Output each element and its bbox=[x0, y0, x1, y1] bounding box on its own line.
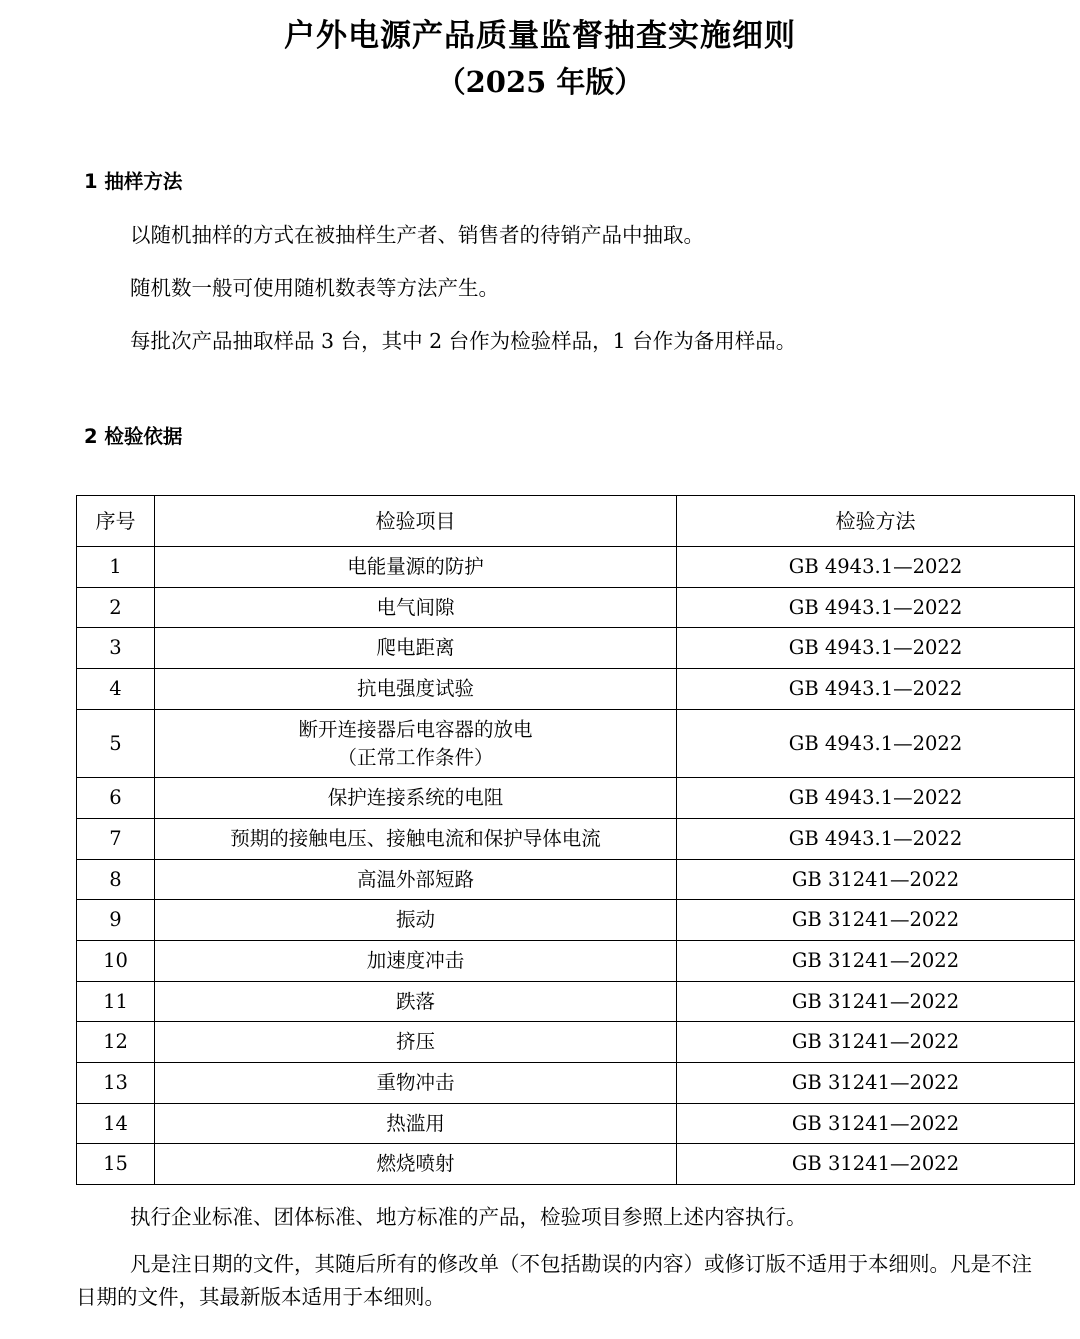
sampling-paragraph-1: 以随机抽样的方式在被抽样生产者、销售者的待销产品中抽取。 bbox=[130, 223, 704, 248]
cell-method: GB 31241—2022 bbox=[677, 859, 1075, 900]
table-row bbox=[77, 1063, 1075, 1104]
inspection-items-table bbox=[76, 495, 1075, 1185]
cell-item: 高温外部短路 bbox=[155, 859, 677, 900]
page-subtitle: （2025 年版） bbox=[436, 64, 644, 99]
cell-method: GB 4943.1—2022 bbox=[677, 587, 1075, 628]
table-row bbox=[77, 940, 1075, 981]
column-header-item: 检验项目 bbox=[155, 495, 677, 546]
cell-item: 跌落 bbox=[155, 981, 677, 1022]
cell-item: 热滥用 bbox=[155, 1103, 677, 1144]
table-row bbox=[77, 628, 1075, 669]
table-row bbox=[77, 1144, 1075, 1185]
cell-no: 6 bbox=[77, 778, 155, 819]
table-row bbox=[77, 547, 1075, 588]
table-row bbox=[77, 900, 1075, 941]
cell-no: 12 bbox=[77, 1022, 155, 1063]
page-title: 户外电源产品质量监督抽查实施细则 bbox=[284, 18, 796, 54]
table-header-row bbox=[77, 495, 1075, 546]
cell-method: GB 31241—2022 bbox=[677, 1144, 1075, 1185]
cell-item: 振动 bbox=[155, 900, 677, 941]
cell-method: GB 31241—2022 bbox=[677, 1022, 1075, 1063]
cell-no: 3 bbox=[77, 628, 155, 669]
cell-method: GB 4943.1—2022 bbox=[677, 818, 1075, 859]
section-heading-test-basis: 2 检验依据 bbox=[84, 424, 183, 448]
cell-item: 燃烧喷射 bbox=[155, 1144, 677, 1185]
cell-no: 4 bbox=[77, 669, 155, 710]
sampling-paragraph-3: 每批次产品抽取样品 3 台，其中 2 台作为检验样品，1 台作为备用样品。 bbox=[130, 328, 797, 353]
cell-method: GB 31241—2022 bbox=[677, 981, 1075, 1022]
table-row bbox=[77, 818, 1075, 859]
cell-method: GB 4943.1—2022 bbox=[677, 628, 1075, 669]
cell-method: GB 31241—2022 bbox=[677, 1063, 1075, 1104]
cell-no: 2 bbox=[77, 587, 155, 628]
table-row bbox=[77, 709, 1075, 777]
cell-item: 电能量源的防护 bbox=[155, 547, 677, 588]
table-row bbox=[77, 1103, 1075, 1144]
cell-item-line-1: 断开连接器后电容器的放电 bbox=[298, 717, 533, 741]
footnote-dated-documents: 凡是注日期的文件，其随后所有的修改单（不包括勘误的内容）或修订版不适用于本细则。凡是不注日期的文件，其最新版本适用于本细则。 bbox=[76, 1252, 1032, 1310]
table-row bbox=[77, 669, 1075, 710]
table-row bbox=[77, 859, 1075, 900]
cell-no: 15 bbox=[77, 1144, 155, 1185]
cell-item bbox=[155, 709, 677, 777]
cell-method: GB 31241—2022 bbox=[677, 900, 1075, 941]
cell-item: 加速度冲击 bbox=[155, 940, 677, 981]
sampling-paragraph-2: 随机数一般可使用随机数表等方法产生。 bbox=[130, 276, 499, 301]
cell-method: GB 31241—2022 bbox=[677, 1103, 1075, 1144]
cell-no: 9 bbox=[77, 900, 155, 941]
table-row bbox=[77, 981, 1075, 1022]
cell-no: 11 bbox=[77, 981, 155, 1022]
cell-item: 爬电距离 bbox=[155, 628, 677, 669]
cell-item: 预期的接触电压、接触电流和保护导体电流 bbox=[155, 818, 677, 859]
cell-method: GB 4943.1—2022 bbox=[677, 547, 1075, 588]
cell-method: GB 4943.1—2022 bbox=[677, 669, 1075, 710]
cell-no: 10 bbox=[77, 940, 155, 981]
cell-item: 保护连接系统的电阻 bbox=[155, 778, 677, 819]
cell-item: 挤压 bbox=[155, 1022, 677, 1063]
cell-method: GB 4943.1—2022 bbox=[677, 778, 1075, 819]
section-heading-sampling: 1 抽样方法 bbox=[84, 170, 183, 194]
cell-no: 7 bbox=[77, 818, 155, 859]
column-header-no: 序号 bbox=[77, 495, 155, 546]
cell-item: 抗电强度试验 bbox=[155, 669, 677, 710]
cell-item: 电气间隙 bbox=[155, 587, 677, 628]
cell-item: 重物冲击 bbox=[155, 1063, 677, 1104]
table-row bbox=[77, 778, 1075, 819]
cell-no: 1 bbox=[77, 547, 155, 588]
column-header-method: 检验方法 bbox=[677, 495, 1075, 546]
cell-method: GB 31241—2022 bbox=[677, 940, 1075, 981]
table-row bbox=[77, 1022, 1075, 1063]
cell-item-line-2: （正常工作条件） bbox=[337, 745, 494, 769]
cell-no: 14 bbox=[77, 1103, 155, 1144]
cell-no: 8 bbox=[77, 859, 155, 900]
table-row bbox=[77, 587, 1075, 628]
footnote-standards: 执行企业标准、团体标准、地方标准的产品，检验项目参照上述内容执行。 bbox=[130, 1205, 807, 1230]
cell-no: 5 bbox=[77, 709, 155, 777]
cell-no: 13 bbox=[77, 1063, 155, 1104]
cell-method: GB 4943.1—2022 bbox=[677, 709, 1075, 777]
